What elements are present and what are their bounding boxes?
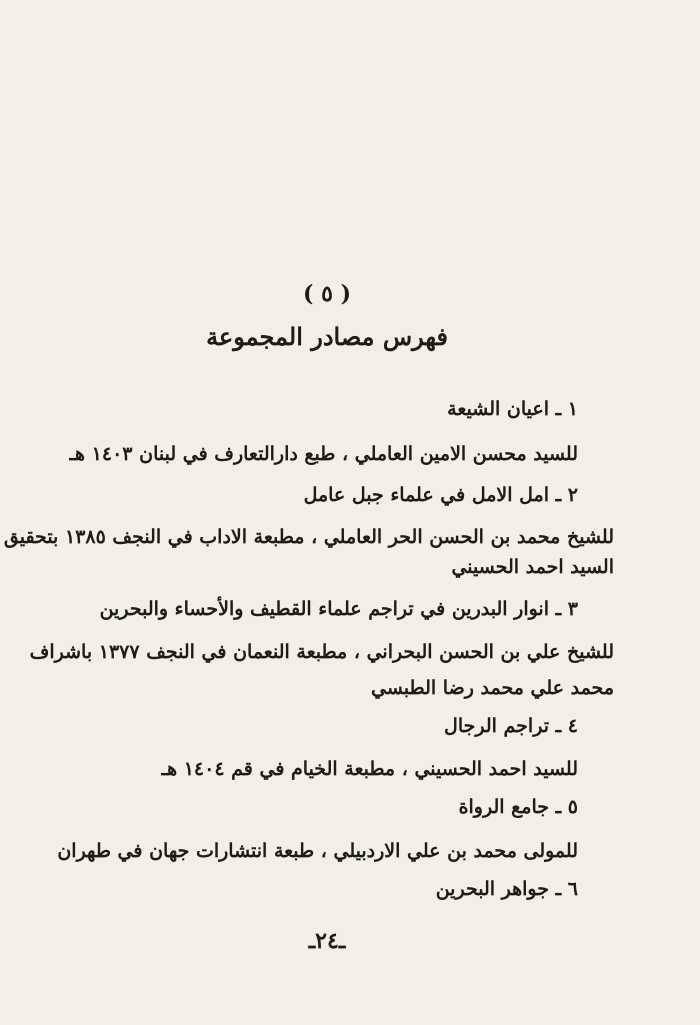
entry-6-title: ٦ ـ جواهر البحرين: [435, 878, 578, 900]
entry-4-title: ٤ ـ تراجم الرجال: [444, 715, 578, 737]
entry-2-details: للشيخ محمد بن الحسن الحر العاملي ، مطبعة الاداب في النجف ١٣٨٥ بتحقيق: [3, 526, 614, 548]
entry-3-details: للشيخ علي بن الحسن البحراني ، مطبعة النعمان في النجف ١٣٧٧ باشراف: [29, 641, 614, 663]
page-title: فهرس مصادر المجموعة: [206, 322, 448, 351]
entry-3-details-cont: محمد علي محمد رضا الطبسي: [371, 677, 614, 699]
entry-1-title: ١ ـ اعيان الشيعة: [447, 398, 578, 420]
section-number: ( ٥ ): [303, 281, 351, 307]
entry-5-details: للمولى محمد بن علي الاردبيلي ، طبعة انتشارات جهان في طهران: [57, 840, 578, 862]
entry-5-title: ٥ ـ جامع الرواة: [458, 796, 578, 818]
entry-1-details: للسيد محسن الامين العاملي ، طبع دارالتعارف في لبنان ١٤٠٣ هـ: [69, 443, 578, 465]
page-number: ـ٢٤ـ: [308, 928, 346, 954]
entry-4-details: للسيد احمد الحسيني ، مطبعة الخيام في قم ١٤٠٤ هـ: [161, 758, 578, 780]
entry-2-title: ٢ ـ امل الامل في علماء جبل عامل: [303, 484, 578, 506]
entry-2-details-cont: السيد احمد الحسيني: [451, 556, 614, 578]
entry-3-title: ٣ ـ انوار البدرين في تراجم علماء القطيف والأحساء والبحرين: [99, 598, 578, 620]
